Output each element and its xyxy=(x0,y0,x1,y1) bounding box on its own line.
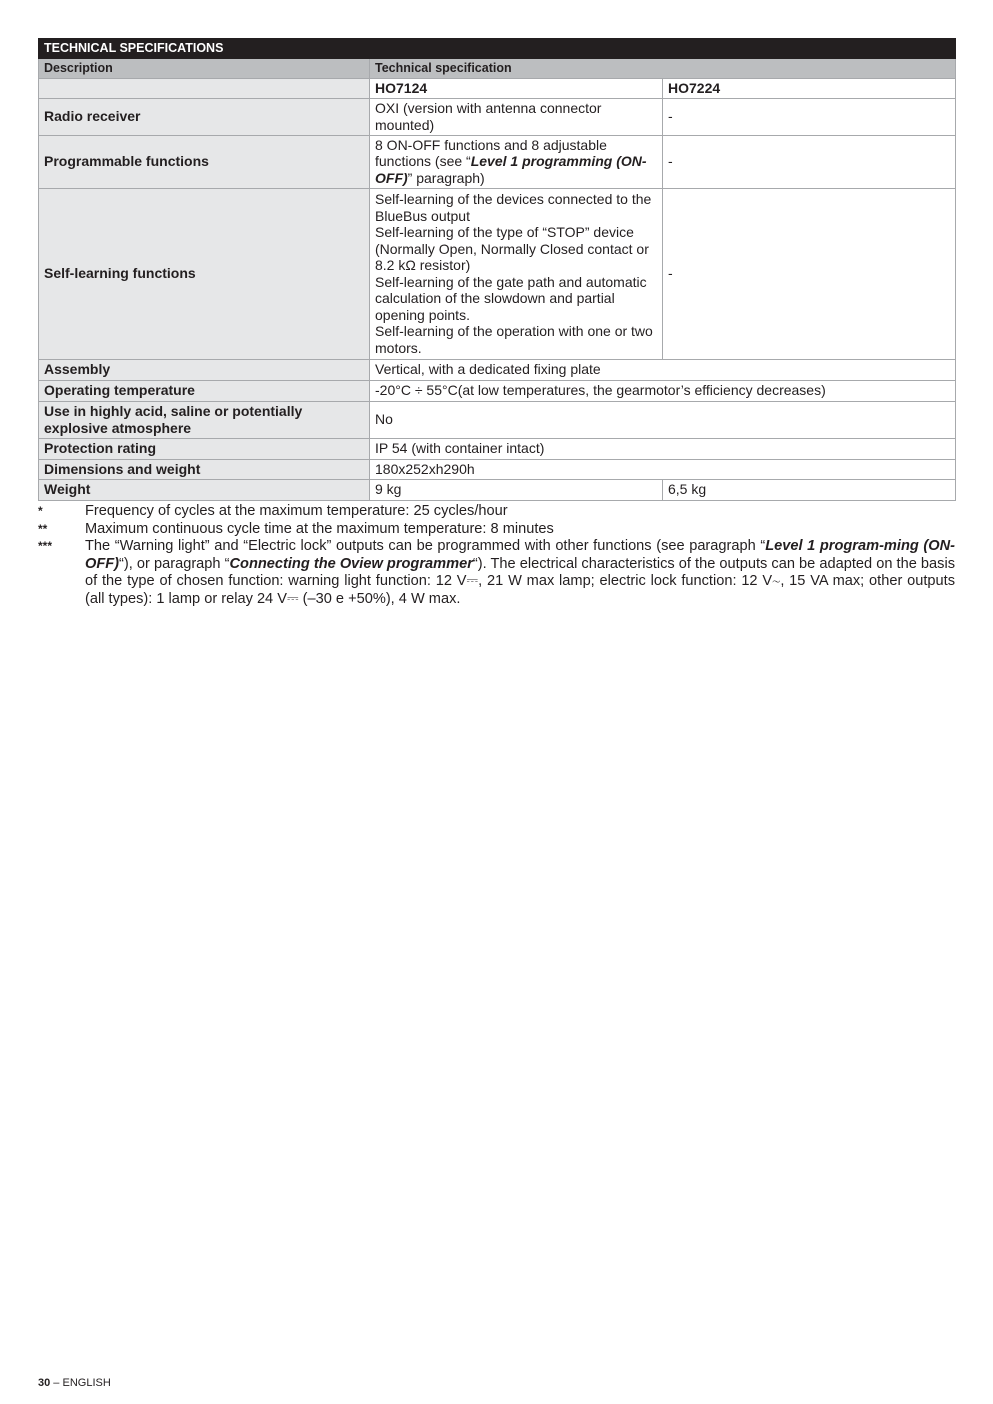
radio-receiver-ho7224: - xyxy=(663,98,956,135)
atmosphere-value: No xyxy=(370,401,956,438)
footer-separator: – xyxy=(50,1377,63,1389)
footnote-text: Maximum continuous cycle time at the maximum temperature: 8 minutes xyxy=(85,520,554,537)
footnote-mark: *** xyxy=(38,539,53,553)
header-technical-specification: Technical specification xyxy=(370,58,956,78)
programmable-functions-ho7224: - xyxy=(663,135,956,188)
model-ho7224: HO7224 xyxy=(663,78,956,98)
table-row xyxy=(39,438,956,459)
radio-receiver-ho7124: OXI (version with antenna connector mounted) xyxy=(370,98,663,135)
footnote-3-link-level1: Level 1 program-ming (ON-OFF) xyxy=(85,538,956,572)
dimensions-value: 180x252xh290h xyxy=(370,459,956,479)
row-label-programmable-functions: Programmable functions xyxy=(39,135,370,188)
header-description: Description xyxy=(39,58,370,78)
weight-ho7124: 9 kg xyxy=(370,479,663,500)
table-row xyxy=(39,380,956,401)
programmable-text-pre: 8 ON-OFF functions and 8 adjustable functions (see “ xyxy=(375,136,607,170)
programmable-functions-ho7124 xyxy=(370,135,663,188)
row-label-dimensions: Dimensions and weight xyxy=(39,459,370,479)
table-row xyxy=(39,98,956,135)
footnote-mark: ** xyxy=(38,521,48,536)
self-learning-line-2: Self-learning of the type of “STOP” device (Normally Open, Normally Closed contact or 8.2 kΩ resistor) xyxy=(375,224,649,273)
footnote-text: Frequency of cycles at the maximum temperature: 25 cycles/hour xyxy=(85,503,508,519)
model-ho7124: HO7124 xyxy=(370,78,663,98)
self-learning-functions-ho7124 xyxy=(370,188,663,359)
table-title-row xyxy=(39,39,956,59)
assembly-value: Vertical, with a dedicated fixing plate xyxy=(370,359,956,380)
table-row xyxy=(39,479,956,500)
operating-temperature-value: -20°C ÷ 55°C(at low temperatures, the gearmotor’s efficiency decreases) xyxy=(370,380,956,401)
footnote-3-link-oview: Connecting the Oview programmer xyxy=(229,555,473,572)
table-title: TECHNICAL SPECIFICATIONS xyxy=(39,39,956,59)
protection-rating-value: IP 54 (with container intact) xyxy=(370,438,956,459)
row-label-assembly: Assembly xyxy=(39,359,370,380)
footnote-3-part-1: The “Warning light” and “Electric lock” outputs can be programmed with other functions (see paragraph “ xyxy=(85,538,766,554)
table-row xyxy=(39,401,956,438)
footnote-2 xyxy=(38,521,955,539)
footnote-3-part-3: “). The electrical characteristics of the outputs can be adapted on the basis of the type of chosen function: warning light function: 12 V⎓, 21 W max lamp; electric lock function: 12 V∼, 15 VA max; other outputs (all types): 1 lamp or relay 24 V⎓ (–30 e +50%), 4 W max. xyxy=(85,555,955,607)
table-header-row xyxy=(39,58,956,78)
footnote-mark: * xyxy=(38,504,43,518)
programmable-text-bold: Level 1 programming (ON-OFF) xyxy=(375,153,647,186)
footer-language: ENGLISH xyxy=(62,1377,111,1389)
row-label-operating-temperature: Operating temperature xyxy=(39,380,370,401)
table-row xyxy=(39,188,956,359)
self-learning-line-3: Self-learning of the gate path and automatic calculation of the slowdown and partial opening points. xyxy=(375,273,647,323)
footnote-text xyxy=(85,538,955,608)
models-row xyxy=(39,78,956,98)
row-label-weight: Weight xyxy=(39,479,370,500)
footnote-3-part-2: “), or paragraph “ xyxy=(119,555,230,572)
programmable-text-post: ” paragraph) xyxy=(407,169,485,186)
row-label-radio-receiver: Radio receiver xyxy=(39,98,370,135)
table-row xyxy=(39,459,956,479)
page-footer xyxy=(38,1377,111,1389)
self-learning-line-4: Self-learning of the operation with one or two motors. xyxy=(375,323,653,356)
row-label-protection-rating: Protection rating xyxy=(39,438,370,459)
models-empty-cell xyxy=(39,78,370,98)
row-label-atmosphere: Use in highly acid, saline or potentially explosive atmosphere xyxy=(39,401,370,438)
weight-ho7224: 6,5 kg xyxy=(663,479,956,500)
self-learning-functions-ho7224: - xyxy=(663,188,956,359)
footnotes xyxy=(38,503,955,608)
footnote-1 xyxy=(38,503,955,521)
table-row xyxy=(39,135,956,188)
technical-specifications-table xyxy=(38,38,956,501)
page-number: 30 xyxy=(38,1377,51,1389)
self-learning-line-1: Self-learning of the devices connected to the BlueBus output xyxy=(375,191,652,224)
table-row xyxy=(39,359,956,380)
footnote-3 xyxy=(38,538,955,608)
row-label-self-learning-functions: Self-learning functions xyxy=(39,188,370,359)
